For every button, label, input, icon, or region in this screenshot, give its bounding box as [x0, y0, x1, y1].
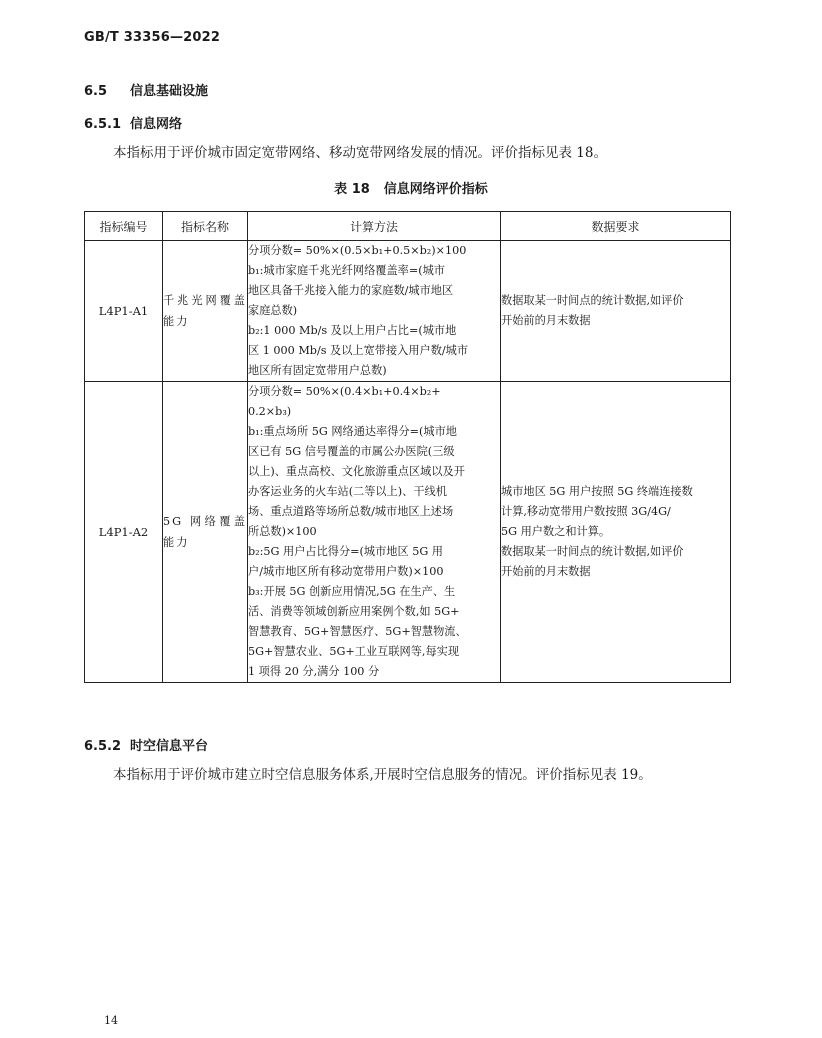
indicator-code: L4P1-A1: [85, 241, 163, 382]
method-line: 分项分数= 50%×(0.5×b₁+0.5×b₂)×100: [248, 244, 467, 257]
data-line: 开始前的月末数据: [501, 565, 591, 578]
method-line: 5G+智慧农业、5G+工业互联网等,每实现: [248, 645, 460, 658]
method-line: 场、重点道路等场所总数/城市地区上述场: [248, 505, 454, 518]
table-number: 表 18: [334, 182, 370, 197]
method-line: 0.2×b₃): [248, 405, 292, 418]
data-line: 数据取某一时间点的统计数据,如评价: [501, 294, 684, 307]
data-line: 计算,移动宽带用户数按照 3G/4G/: [501, 505, 671, 518]
section-title: 信息网络: [130, 117, 183, 132]
paragraph-intro: 本指标用于评价城市固定宽带网络、移动宽带网络发展的情况。评价指标见表 18。: [113, 145, 607, 161]
method-line: b₁:重点场所 5G 网络通达率得分=(城市地: [248, 425, 457, 438]
method-line: 区 1 000 Mb/s 及以上宽带接入用户数/城市: [248, 344, 469, 357]
method-line: b₁:城市家庭千兆光纤网络覆盖率=(城市: [248, 264, 445, 277]
data-line: 5G 用户数之和计算。: [501, 525, 611, 538]
method-line: 所总数)×100: [248, 525, 317, 538]
method-line: 活、消费等领域创新应用案例个数,如 5G+: [248, 605, 460, 618]
method-line: 分项分数= 50%×(0.4×b₁+0.4×b₂+: [248, 385, 441, 398]
standard-id: GB/T 33356—2022: [84, 30, 221, 45]
table-header-row: [85, 212, 731, 241]
indicator-code: L4P1-A2: [85, 382, 163, 683]
table-title: 信息网络评价指标: [383, 182, 488, 197]
data-line: 城市地区 5G 用户按照 5G 终端连接数: [501, 485, 693, 498]
calculation-method: [248, 382, 501, 683]
method-line: 区已有 5G 信号覆盖的市属公办医院(三级: [248, 445, 455, 458]
method-line: 以上)、重点高校、文化旅游重点区域以及开: [248, 465, 465, 478]
header-data: 数据要求: [501, 212, 731, 241]
method-line: b₂:1 000 Mb/s 及以上用户占比=(城市地: [248, 324, 457, 337]
method-line: 地区所有固定宽带用户总数): [248, 364, 387, 377]
table-caption: [0, 178, 822, 197]
header-method: 计算方法: [248, 212, 501, 241]
paragraph-section-6-5-2: 本指标用于评价城市建立时空信息服务体系,开展时空信息服务的情况。评价指标见表 19。: [113, 767, 652, 783]
method-line: 地区具备千兆接入能力的家庭数/城市地区: [248, 284, 454, 297]
table-row: [85, 382, 731, 683]
section-title: 信息基础设施: [130, 84, 209, 99]
section-number: 6.5: [84, 84, 108, 99]
section-6-5-heading: [84, 80, 208, 99]
section-number: 6.5.2: [84, 739, 122, 754]
section-title: 时空信息平台: [130, 739, 209, 754]
method-line: b₃:开展 5G 创新应用情况,5G 在生产、生: [248, 585, 456, 598]
section-number: 6.5.1: [84, 117, 122, 132]
indicator-table: [84, 211, 731, 683]
method-line: 1 项得 20 分,满分 100 分: [248, 665, 380, 678]
page-number: 14: [104, 1014, 118, 1027]
data-line: 开始前的月末数据: [501, 314, 591, 327]
data-requirement: [501, 241, 731, 382]
data-requirement: [501, 382, 731, 683]
section-6-5-2-heading: [84, 735, 208, 754]
indicator-name: 千兆光网覆盖能力: [163, 241, 248, 382]
indicator-name: 5G 网络覆盖能力: [163, 382, 248, 683]
table-row: [85, 241, 731, 382]
calculation-method: [248, 241, 501, 382]
method-line: 办客运业务的火车站(二等以上)、干线机: [248, 485, 447, 498]
method-line: 智慧教育、5G+智慧医疗、5G+智慧物流、: [248, 625, 467, 638]
data-line: 数据取某一时间点的统计数据,如评价: [501, 545, 684, 558]
method-line: b₂:5G 用户占比得分=(城市地区 5G 用: [248, 545, 443, 558]
method-line: 家庭总数): [248, 304, 298, 317]
header-name: 指标名称: [163, 212, 248, 241]
method-line: 户/城市地区所有移动宽带用户数)×100: [248, 565, 444, 578]
section-6-5-1-heading: [84, 113, 182, 132]
header-code: 指标编号: [85, 212, 163, 241]
